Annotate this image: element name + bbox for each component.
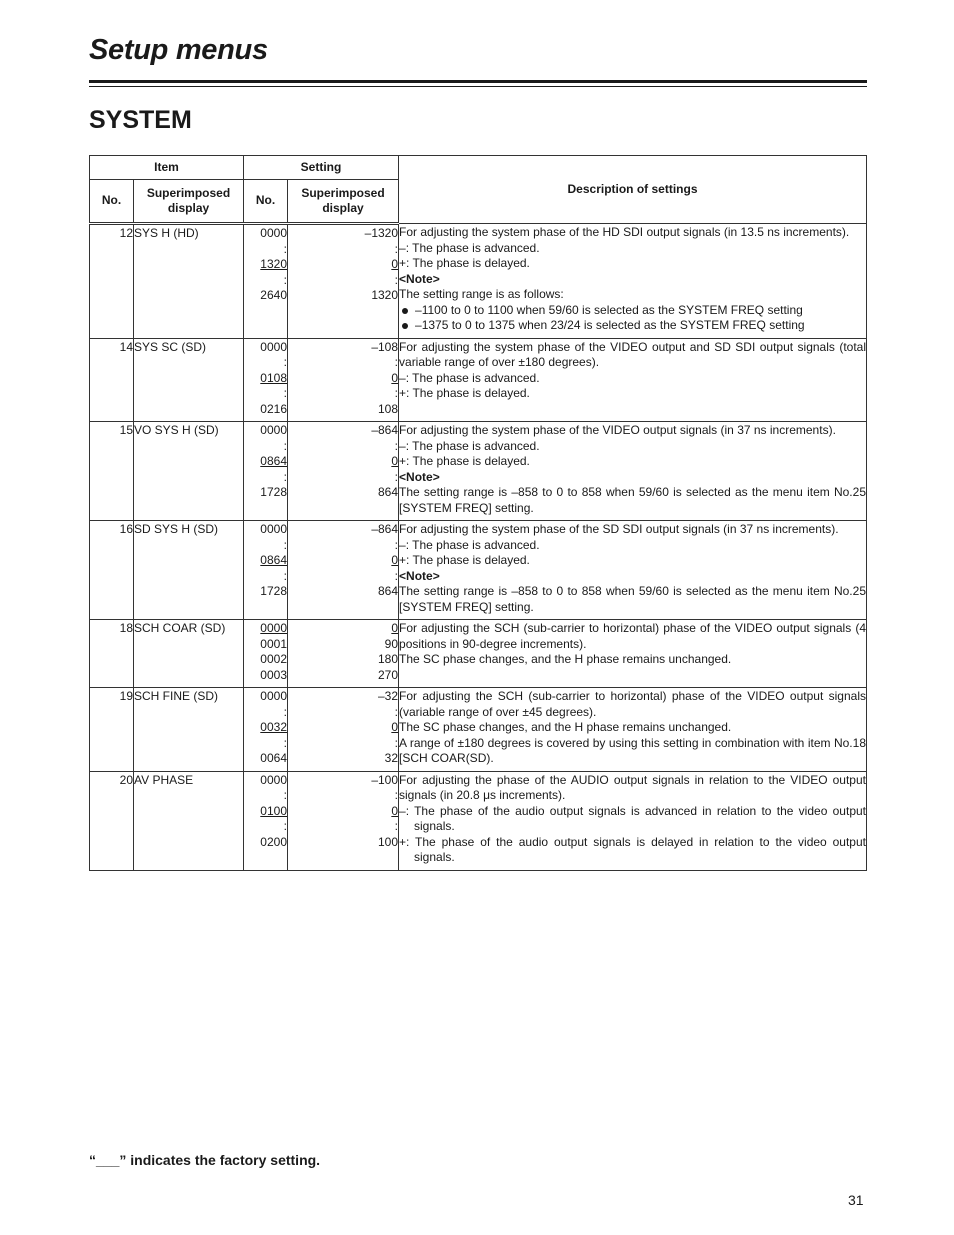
item-number-text: 18 [119, 621, 133, 635]
setting-number: : [283, 568, 287, 583]
table-row [90, 338, 867, 422]
table-row [90, 521, 867, 620]
item-number [90, 521, 134, 620]
description-line: +: The phase is delayed. [399, 256, 530, 270]
setting-display-value: 108 [377, 401, 399, 416]
description-line: The setting range is as follows: [399, 287, 564, 301]
setting-number: : [283, 438, 287, 453]
setting-display-value: –108 [371, 339, 399, 354]
description-line: The setting range is –858 to 0 to 858 when 59/60 is selected as the menu item No.25 [SYSTEM FREQ] setting. [399, 485, 866, 515]
factory-setting-footnote: “___” indicates the factory setting. [89, 1152, 321, 1168]
setting-display-value: –100 [371, 772, 399, 787]
table-row [90, 224, 867, 339]
setting-number: : [283, 386, 287, 400]
description-line: For adjusting the phase of the AUDIO output signals in relation to the VIDEO output signals (in 20.8 μs increments). [399, 772, 866, 802]
setting-display-value: : [394, 469, 399, 484]
setting-display-cell [288, 771, 399, 870]
setting-display-value: 90 [384, 636, 399, 651]
setting-display-value: : [394, 788, 399, 802]
header-item-superimposed: Superimposed display [134, 180, 244, 224]
title-rule-thin [89, 86, 867, 87]
header-description: Description of settings [399, 156, 867, 224]
header-setting-no: No. [244, 180, 288, 224]
item-number [90, 620, 134, 688]
item-number [90, 771, 134, 870]
setting-display-value: : [394, 819, 399, 833]
description-cell [399, 620, 867, 688]
setting-number: 2640 [260, 288, 287, 302]
setting-number: : [283, 469, 287, 484]
setting-display-value: : [394, 735, 399, 750]
item-number [90, 688, 134, 772]
description-line: For adjusting the system phase of the VIDEO output signals (in 37 ns increments). [399, 423, 836, 437]
setting-display-cell [288, 620, 399, 688]
description-cell [399, 422, 867, 521]
item-display [134, 688, 244, 772]
setting-display-value: : [394, 438, 399, 453]
item-display [134, 521, 244, 620]
setting-display-cell [288, 224, 399, 339]
setting-number: : [283, 735, 287, 750]
setting-number: 0000 [260, 621, 287, 635]
table-row [90, 771, 867, 870]
item-number [90, 422, 134, 521]
setting-display-value: 0 [391, 454, 399, 468]
setting-number-cell [244, 224, 288, 339]
setting-display-value: 1320 [371, 288, 399, 302]
description-line: –: The phase is advanced. [399, 240, 540, 255]
setting-display-value: 864 [377, 485, 399, 499]
setting-display-value: –32 [377, 689, 399, 703]
table-row [90, 620, 867, 688]
setting-display-value: : [394, 241, 399, 256]
setting-number: : [283, 355, 287, 369]
item-display-text: SD SYS H (SD) [134, 522, 219, 536]
item-display-text: VO SYS H (SD) [134, 423, 219, 437]
setting-display-value: : [394, 272, 399, 287]
setting-display-value: : [394, 704, 399, 719]
header-item: Item [90, 156, 244, 180]
bullet-item: –1100 to 0 to 1100 when 59/60 is selected as the SYSTEM FREQ setting [399, 303, 866, 319]
setting-number: 0000 [260, 772, 287, 787]
table-row [90, 422, 867, 521]
setting-display-value: : [394, 355, 399, 369]
description-line: For adjusting the SCH (sub-carrier to horizontal) phase of the VIDEO output signals (variable range of over ±45 degrees). [399, 689, 866, 719]
setting-number: 0000 [260, 226, 287, 240]
title-rule [89, 80, 867, 83]
table-row [90, 688, 867, 772]
header-setting-superimposed: Superimposed display [288, 180, 399, 224]
setting-display-value: 0 [391, 720, 399, 734]
item-display-text: AV PHASE [134, 772, 194, 787]
setting-number: 0001 [260, 636, 287, 651]
item-number-text: 12 [119, 226, 133, 240]
setting-number-cell [244, 422, 288, 521]
item-number [90, 338, 134, 422]
description-line: –: The phase is advanced. [399, 370, 540, 385]
header-setting: Setting [244, 156, 399, 180]
description-line: –: The phase is advanced. [399, 438, 540, 453]
description-line: The setting range is –858 to 0 to 858 when 59/60 is selected as the menu item No.25 [SYSTEM FREQ] setting. [399, 584, 866, 614]
description-line: A range of ±180 degrees is covered by using this setting in combination with item No.18 [SCH COAR(SD). [399, 735, 866, 765]
setting-display-value: 270 [377, 667, 399, 682]
setting-number: 0864 [260, 553, 287, 567]
setting-number: 0200 [260, 834, 287, 849]
setting-number-cell [244, 620, 288, 688]
setting-number: 0000 [260, 522, 287, 536]
description-line: The SC phase changes, and the H phase remains unchanged. [399, 720, 732, 734]
description-line: –: The phase is advanced. [399, 537, 540, 552]
header-item-no: No. [90, 180, 134, 224]
description-cell [399, 338, 867, 422]
table-header [90, 156, 867, 224]
setting-display-value: –1320 [364, 226, 399, 240]
setting-display-value: 0 [391, 803, 399, 818]
settings-table [89, 155, 867, 871]
description-line: For adjusting the SCH (sub-carrier to horizontal) phase of the VIDEO output signals (4 positions in 90-degree increments). [399, 621, 866, 651]
setting-display-value: 100 [377, 834, 399, 849]
page-title: Setup menus [89, 34, 268, 66]
setting-display-value: 0 [391, 370, 399, 385]
setting-number-cell [244, 521, 288, 620]
item-number [90, 224, 134, 339]
setting-number: 0100 [260, 803, 287, 818]
setting-display-value: : [394, 568, 399, 583]
setting-number: : [283, 537, 287, 552]
setting-display-value: 0 [391, 621, 399, 635]
description-line: –: The phase of the audio output signals is advanced in relation to the video output signals. [399, 803, 866, 833]
description-line: +: The phase is delayed. [399, 454, 530, 468]
description-cell [399, 688, 867, 772]
item-number-text: 14 [119, 339, 133, 354]
table-body [90, 224, 867, 871]
description-cell [399, 224, 867, 339]
setting-number: : [283, 272, 287, 287]
item-number-text: 15 [119, 423, 133, 437]
setting-number: 0002 [260, 652, 287, 666]
setting-display-cell [288, 688, 399, 772]
item-display [134, 620, 244, 688]
setting-display-value: –864 [371, 522, 399, 536]
item-display-text: SCH COAR (SD) [134, 621, 226, 635]
setting-number: 0216 [260, 401, 287, 416]
description-line: +: The phase is delayed. [399, 386, 530, 400]
setting-number: : [283, 704, 287, 719]
setting-display-value: 864 [377, 584, 399, 598]
setting-number: 1728 [260, 584, 287, 598]
description-cell [399, 771, 867, 870]
setting-display-cell [288, 521, 399, 620]
description-line: For adjusting the system phase of the HD SDI output signals (in 13.5 ns increments). [399, 225, 850, 239]
setting-number: 0000 [260, 423, 287, 437]
item-number-text: 19 [119, 689, 133, 703]
setting-number: 0000 [260, 689, 287, 703]
item-number-text: 16 [119, 522, 133, 536]
item-display [134, 771, 244, 870]
item-display-text: SYS SC (SD) [134, 339, 207, 354]
note-heading: <Note> [399, 568, 440, 583]
description-line: The SC phase changes, and the H phase remains unchanged. [399, 652, 732, 666]
setting-number: 0003 [260, 667, 287, 682]
note-heading: <Note> [399, 271, 440, 286]
setting-number: 0064 [260, 751, 287, 765]
setting-display-value: 180 [377, 652, 399, 666]
note-heading: <Note> [399, 469, 440, 484]
item-display-text: SCH FINE (SD) [134, 689, 218, 703]
setting-number: 0864 [260, 454, 287, 468]
page-number: 31 [848, 1192, 864, 1208]
setting-number-cell [244, 338, 288, 422]
item-display [134, 338, 244, 422]
setting-number-cell [244, 771, 288, 870]
description-line: +: The phase is delayed. [399, 553, 530, 567]
setting-number: 1728 [260, 485, 287, 499]
setting-display-value: 32 [384, 751, 399, 765]
description-cell [399, 521, 867, 620]
setting-display-value: : [394, 537, 399, 552]
setting-display-value: : [394, 386, 399, 400]
setting-number: : [283, 819, 287, 833]
setting-number: 0000 [260, 339, 287, 354]
setting-number: : [283, 788, 287, 802]
setting-display-cell [288, 422, 399, 521]
setting-display-value: 0 [391, 553, 399, 567]
setting-display-value: –864 [371, 423, 399, 437]
item-display-text: SYS H (HD) [134, 226, 199, 240]
setting-number-cell [244, 688, 288, 772]
section-title: SYSTEM [89, 106, 192, 134]
description-line: For adjusting the system phase of the SD SDI output signals (in 37 ns increments). [399, 522, 839, 536]
setting-number: 0032 [260, 720, 287, 734]
setting-number: 1320 [260, 257, 287, 271]
setting-display-cell [288, 338, 399, 422]
setting-number: : [283, 241, 287, 256]
item-number-text: 20 [119, 772, 133, 787]
description-line: +: The phase of the audio output signals is delayed in relation to the video output signals. [399, 834, 866, 864]
item-display [134, 422, 244, 521]
item-display [134, 224, 244, 339]
setting-number: 0108 [260, 370, 287, 385]
setting-display-value: 0 [391, 257, 399, 271]
description-line: For adjusting the system phase of the VIDEO output and SD SDI output signals (total variable range of over ±180 degrees). [399, 339, 866, 369]
bullet-item: –1375 to 0 to 1375 when 23/24 is selected as the SYSTEM FREQ setting [399, 318, 866, 334]
